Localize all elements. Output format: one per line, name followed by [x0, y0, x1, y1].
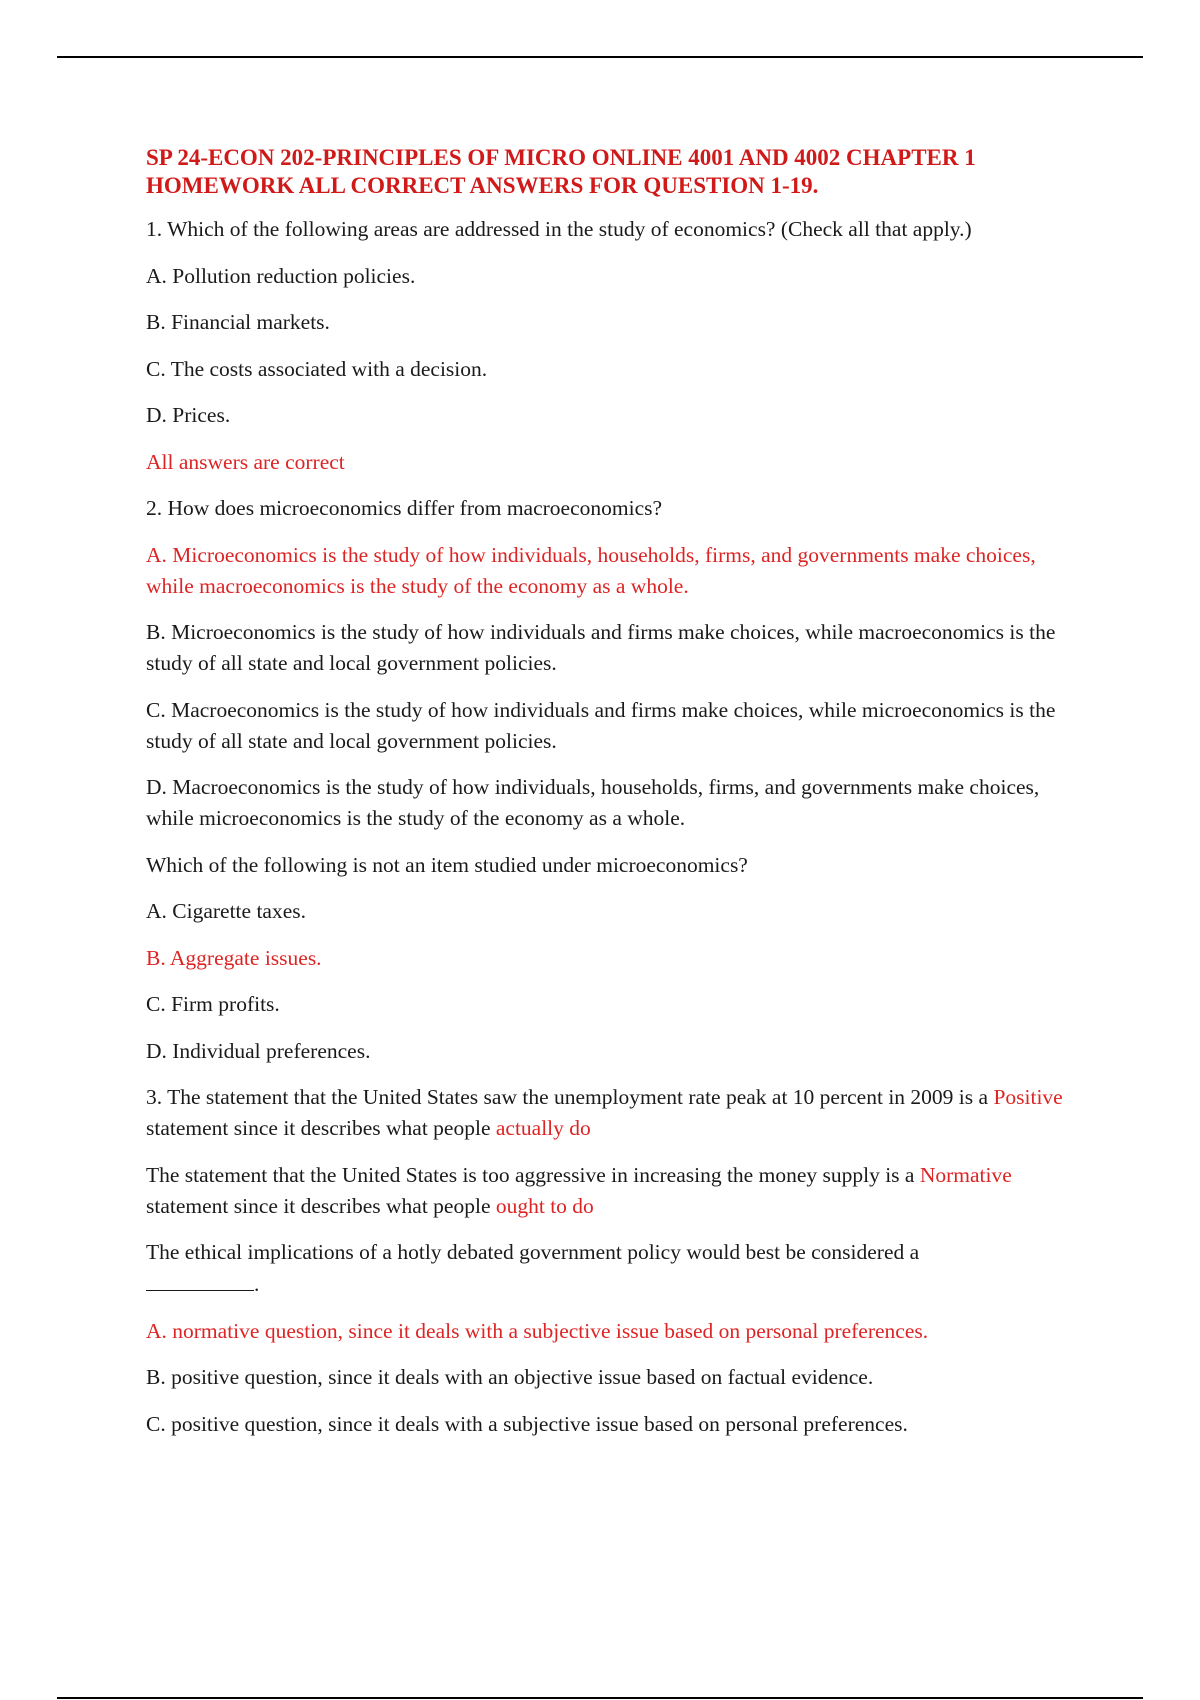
q2b-option-d: D. Individual preferences. — [146, 1038, 371, 1063]
q3-part2-mid: statement since it describes what people — [146, 1193, 496, 1218]
q2b-option-b-correct: B. Aggregate issues. — [146, 945, 322, 970]
q1-option-d: D. Prices. — [146, 403, 231, 427]
q2b-option-a: A. Cigarette taxes. — [146, 899, 307, 923]
q3-part1-mid: statement since it describes what people — [146, 1116, 496, 1140]
q1-question: 1. Which of the following areas are addressed in the study of economics? (Check all that apply.) — [146, 217, 972, 241]
q3-part3-option-a-correct: A. normative question, since it deals with a subjective issue based on personal preferences. — [146, 1318, 929, 1343]
q3-part3-question-text: The ethical implications of a hotly debated government policy would best be considered a — [146, 1240, 920, 1264]
q3-part3-option-c: C. positive question, since it deals with a subjective issue based on personal preferences. — [146, 1411, 908, 1436]
q3-part3-blank-end: . — [254, 1272, 260, 1296]
q3-part2-answer-normative: Normative — [919, 1162, 1012, 1187]
q3-part1-answer-positive: Positive — [993, 1085, 1063, 1109]
q3-part1-answer-actually-do: actually do — [495, 1116, 591, 1140]
q2-option-c: C. Macroeconomics is the study of how individuals and firms make choices, while microeconomics is the study of all state and local government policies. — [146, 697, 1056, 753]
q3-part3-question — [146, 1237, 1086, 1300]
q3-part1 — [146, 1082, 1086, 1144]
q3-part2 — [146, 1160, 1086, 1222]
document-body — [146, 144, 1086, 1455]
q1-option-b: B. Financial markets. — [146, 310, 330, 334]
q2-option-b: B. Microeconomics is the study of how individuals and firms make choices, while macroeconomics is the study of all state and local government policies. — [146, 620, 1056, 675]
q3-part1-pre: 3. The statement that the United States saw the unemployment rate peak at 10 percent in 2009 is a — [146, 1085, 994, 1109]
q2b-question: Which of the following is not an item studied under microeconomics? — [146, 852, 748, 877]
q3-part2-pre: The statement that the United States is too aggressive in increasing the money supply is a — [146, 1162, 920, 1187]
bottom-rule — [57, 1697, 1143, 1699]
q2-option-d: D. Macroeconomics is the study of how individuals, households, firms, and governments make choices, while microeconomics is the study of the economy as a whole. — [146, 775, 1040, 830]
q1-answer: All answers are correct — [146, 449, 345, 474]
top-rule — [57, 56, 1143, 58]
q1-option-c: C. The costs associated with a decision. — [146, 356, 488, 381]
q2-option-a-correct: A. Microeconomics is the study of how individuals, households, firms, and governments make choices, while macroeconomics is the study of the economy as a whole. — [146, 542, 1036, 598]
q1-option-a: A. Pollution reduction policies. — [146, 263, 416, 288]
q3-part3-option-b: B. positive question, since it deals with an objective issue based on factual evidence. — [146, 1365, 874, 1389]
q2b-option-c: C. Firm profits. — [146, 992, 280, 1016]
q2-question: 2. How does microeconomics differ from macroeconomics? — [146, 496, 663, 520]
answer-blank — [146, 1268, 254, 1291]
q3-part2-answer-ought-to-do: ought to do — [495, 1193, 594, 1218]
document-title: SP 24-ECON 202-PRINCIPLES OF MICRO ONLINE 4001 AND 4002 CHAPTER 1 HOMEWORK ALL CORRECT ANSWERS FOR QUESTION 1-19. — [146, 145, 976, 198]
